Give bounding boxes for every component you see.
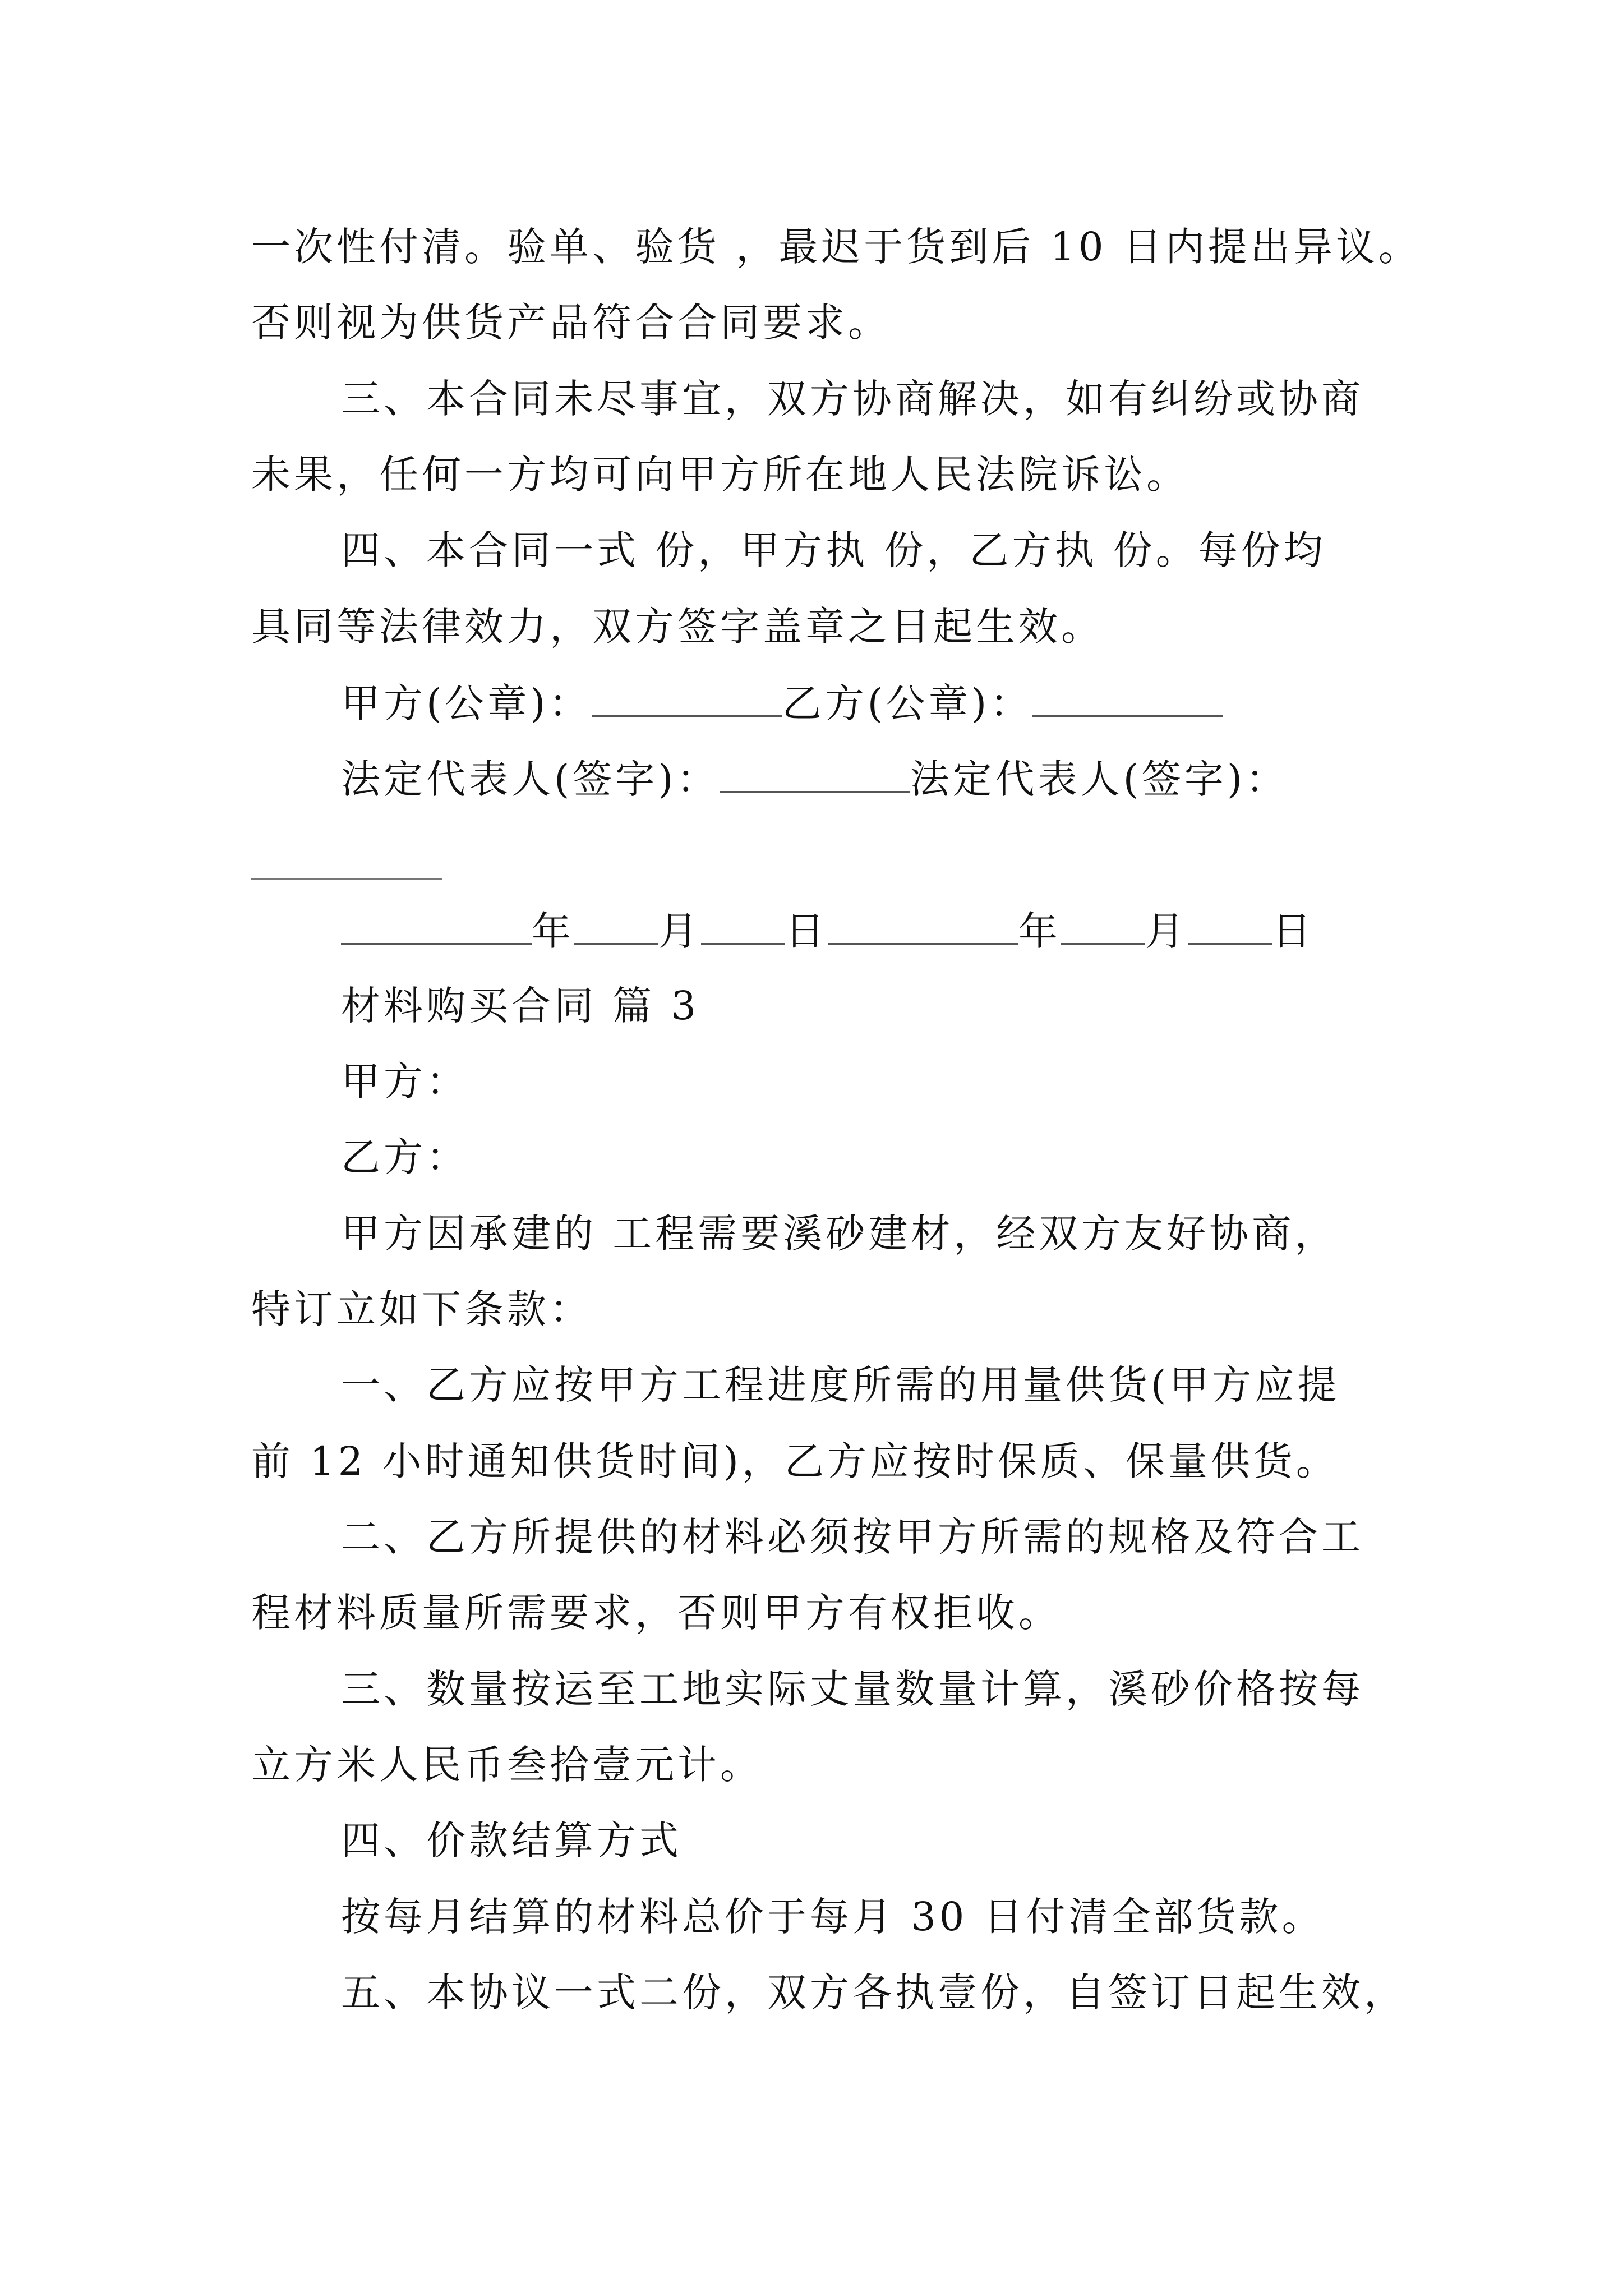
year-label: 年 xyxy=(1018,908,1061,954)
clause-five-line: 五、本协议一式二份，双方各执壹份，自签订日起生效， xyxy=(341,1970,1407,2016)
text-line: 立方米人民币叁拾壹元计。 xyxy=(251,1742,763,1788)
month-a-blank[interactable] xyxy=(574,910,658,945)
day-label: 日 xyxy=(785,908,828,954)
party-a-label: 甲方： xyxy=(341,1059,469,1105)
year-label: 年 xyxy=(532,908,574,954)
party-b-seal-blank[interactable] xyxy=(1032,683,1223,717)
text-line: 未果，任何一方均可向甲方所在地人民法院诉讼。 xyxy=(251,452,1189,498)
clause-two-line: 二、乙方所提供的材料必须按甲方所需的规格及符合工 xyxy=(341,1514,1364,1560)
year-b-blank[interactable] xyxy=(828,910,1018,945)
payment-line: 按每月结算的材料总价于每月 30 日付清全部货款。 xyxy=(341,1894,1325,1940)
party-b-seal-label: 乙方(公章)： xyxy=(782,680,1033,726)
clause-three-line: 三、数量按运至工地实际丈量数量计算，溪砂价格按每 xyxy=(341,1666,1364,1712)
seal-signature-line xyxy=(341,680,1223,726)
text-line: 具同等法律效力，双方签字盖章之日起生效。 xyxy=(251,604,1104,650)
legal-rep-signature-line xyxy=(341,756,1289,802)
text-line: 特订立如下条款： xyxy=(251,1286,592,1332)
text-line: 否则视为供货产品符合合同要求。 xyxy=(251,300,891,346)
month-label: 月 xyxy=(1145,908,1188,954)
legal-rep-a-label: 法定代表人(签字)： xyxy=(341,756,720,802)
day-a-blank[interactable] xyxy=(701,910,785,945)
day-b-blank[interactable] xyxy=(1188,910,1272,945)
legal-rep-a-blank[interactable] xyxy=(720,758,910,793)
year-a-blank[interactable] xyxy=(341,910,532,945)
party-b-label: 乙方： xyxy=(341,1134,469,1180)
day-label: 日 xyxy=(1272,908,1315,954)
text-line: 一次性付清。验单、验货 ，最迟于货到后 10 日内提出异议。 xyxy=(251,224,1421,270)
clause-four-heading: 四、价款结算方式 xyxy=(341,1818,682,1864)
text-line: 前 12 小时通知供货时间)，乙方应按时保质、保量供货。 xyxy=(251,1438,1339,1484)
text-line: 程材料质量所需要求，否则甲方有权拒收。 xyxy=(251,1590,1061,1636)
month-label: 月 xyxy=(658,908,701,954)
section-title: 材料购买合同 篇 3 xyxy=(341,983,700,1029)
month-b-blank[interactable] xyxy=(1061,910,1145,945)
date-line xyxy=(341,908,1315,954)
clause-three-line: 三、本合同未尽事宜，双方协商解决，如有纠纷或协商 xyxy=(341,376,1364,422)
intro-line: 甲方因承建的 工程需要溪砂建材，经双方友好协商， xyxy=(341,1211,1338,1257)
party-a-seal-label: 甲方(公章)： xyxy=(341,680,592,726)
clause-one-line: 一、乙方应按甲方工程进度所需的用量供货(甲方应提 xyxy=(341,1362,1340,1408)
party-a-seal-blank[interactable] xyxy=(592,683,782,717)
legal-rep-b-label: 法定代表人(签字)： xyxy=(910,756,1289,802)
clause-four-line: 四、本合同一式 份，甲方执 份，乙方执 份。每份均 xyxy=(341,527,1326,573)
legal-rep-b-blank[interactable] xyxy=(251,878,442,880)
